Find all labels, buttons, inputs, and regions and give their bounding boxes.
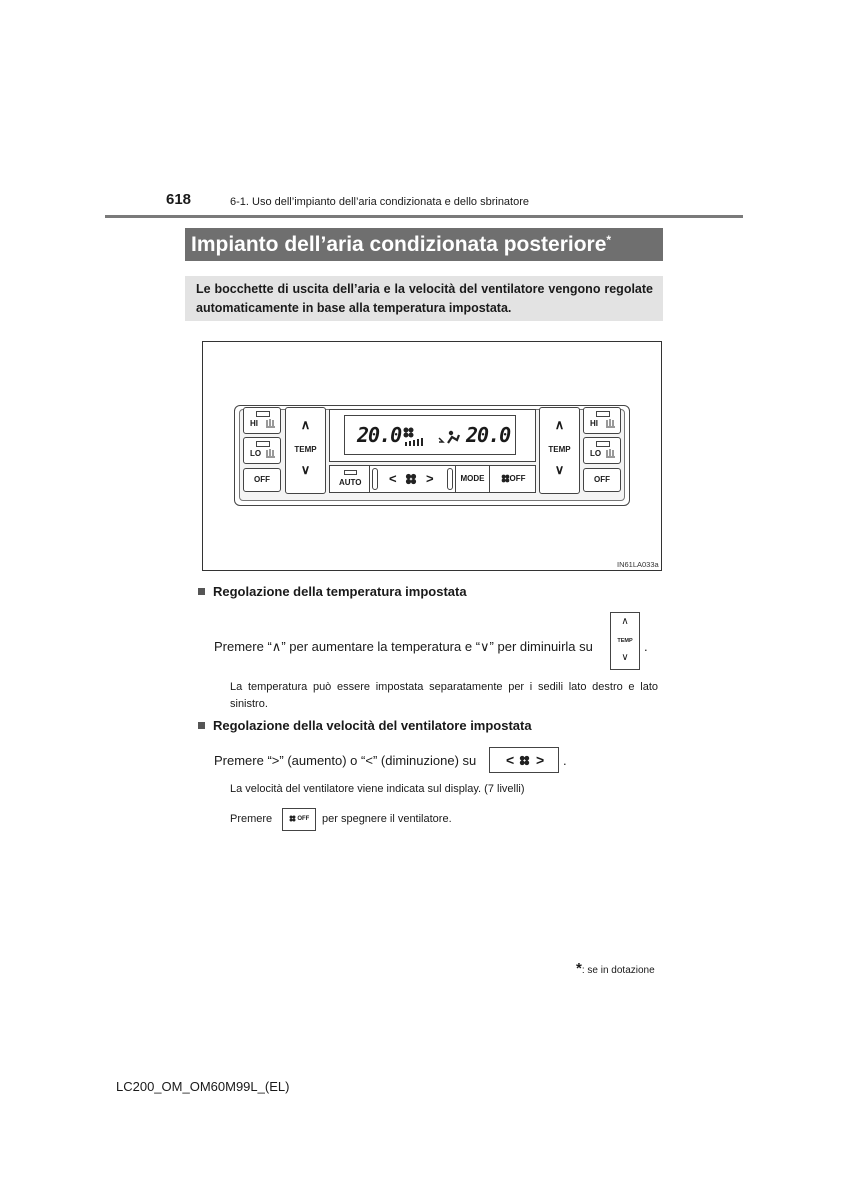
period: . [563,753,567,768]
fan-icon [289,815,296,822]
hi-label: HI [250,419,258,428]
temp-label: TEMP [548,445,571,454]
footnote [576,960,655,977]
temp-down-icon[interactable]: ∨ [554,462,565,477]
right-temp-button[interactable] [539,407,580,494]
temp-down-icon[interactable]: ∨ [300,462,311,477]
hi-label: HI [590,419,598,428]
summary-box: Le bocchette di uscita dell’aria e la velocità del ventilatore vengono regolate automaticamente in base alla temperatura impostata. [185,276,663,321]
mode-button[interactable]: MODE [455,466,490,492]
temp-down-icon: ∨ [621,652,629,663]
page-title [185,228,663,261]
seat-heater-icon [605,447,616,458]
right-seat-off-button[interactable]: OFF [583,468,621,492]
instruction-text: ” per aumentare la temperatura e “ [281,639,481,654]
down-symbol: ∨ [480,639,490,654]
fan-off-pre: Premere [230,813,273,825]
heading-text: Regolazione della velocità del ventilatore impostata [213,718,532,733]
title-asterisk: * [606,233,612,247]
figure-code: IN61LA033a [617,560,659,569]
fan-level-icon [400,425,434,447]
bracket-right [447,468,453,490]
fan-speed-button-inline [489,747,559,773]
fan-icon [405,473,417,485]
temp-label: TEMP [294,445,317,454]
left-seat-lo-button[interactable] [243,437,281,464]
section-title: 6-1. Uso dell’impianto dell’aria condizionata e dello sbrinatore [230,196,530,208]
seat-heater-icon [265,447,276,458]
fan-up-icon: > [536,752,545,768]
airflow-mode-icon [437,428,463,446]
lo-label: LO [250,449,262,458]
seat-heater-icon [265,417,276,428]
up-symbol: ∧ [271,639,282,654]
left-seat-hi-button[interactable] [243,407,281,434]
auto-label: AUTO [339,478,362,487]
page-title-text: Impianto dell’aria condizionata posteriore [191,233,607,256]
fan-speed-button[interactable] [382,467,446,491]
bullet-square-icon [198,722,205,729]
led-indicator [344,470,357,475]
temp-label: TEMP [617,638,633,644]
right-seat-lo-button[interactable] [583,437,621,464]
display-left-temp: 20.0 [357,423,402,447]
fan-speed-note: La velocità del ventilatore viene indicata sul display. (7 livelli) [230,783,525,795]
fan-up-icon[interactable]: > [426,471,434,486]
fan-off-button[interactable] [491,466,535,492]
fan-icon [519,755,530,766]
fan-speed-instruction: Premere “>” (aumento) o “<” (diminuzione) su [214,753,477,768]
fan-off-button-inline [282,808,316,831]
temperature-instruction [214,639,593,655]
temp-up-icon[interactable]: ∧ [300,417,311,432]
bracket-left [372,468,378,490]
display-right-temp: 20.0 [466,423,511,447]
temp-button-inline [610,612,640,670]
page-number: 618 [166,191,192,208]
fan-down-icon[interactable]: < [389,471,397,486]
bullet-square-icon [198,588,205,595]
footnote-text: : se in dotazione [581,965,655,976]
instruction-text: ” per diminuirla su [489,639,593,654]
seat-heater-icon [605,417,616,428]
fan-off-post: per spegnere il ventilatore. [322,813,452,825]
auto-button[interactable] [330,466,370,492]
footnote-star: * [576,960,582,977]
fan-icon [501,474,510,483]
temp-up-icon[interactable]: ∧ [554,417,565,432]
section-heading-fan-speed [198,718,532,733]
left-temp-button[interactable] [285,407,326,494]
right-seat-hi-button[interactable] [583,407,621,434]
period: . [644,639,648,654]
fan-off-label: OFF [509,474,526,483]
header-rule [105,215,743,218]
left-seat-off-button[interactable]: OFF [243,468,281,492]
fan-down-icon: < [506,752,515,768]
document-code: LC200_OM_OM60M99L_(EL) [116,1079,290,1094]
lo-label: LO [590,449,602,458]
section-heading-temperature [198,584,467,599]
temperature-note: La temperatura può essere impostata separatamente per i sedili lato destro e lato sinistro. [230,681,658,710]
instruction-text: Premere “ [214,639,272,654]
heading-text: Regolazione della temperatura impostata [213,584,467,599]
fan-off-label: OFF [297,816,310,822]
temp-up-icon: ∧ [621,616,629,627]
